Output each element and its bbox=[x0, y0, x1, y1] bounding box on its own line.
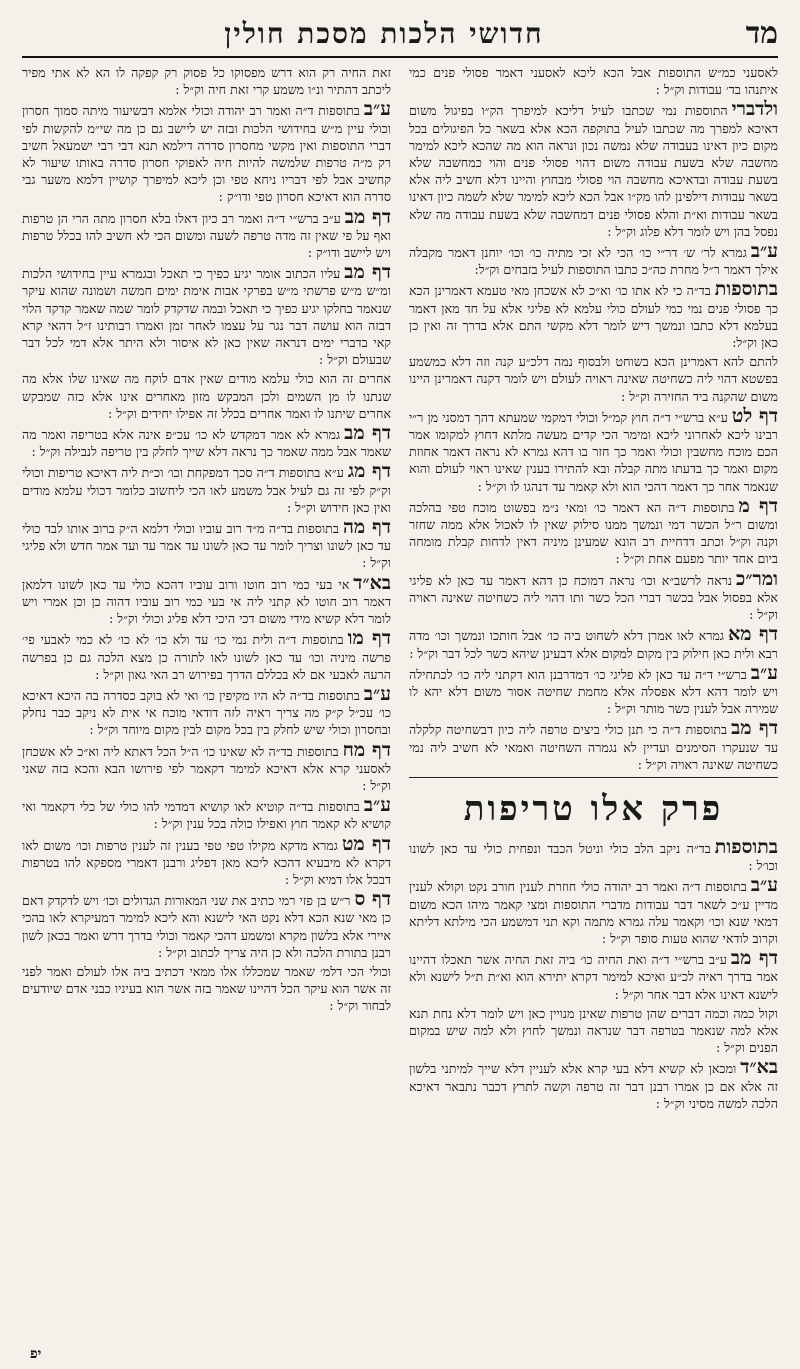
commentary-paragraph bbox=[409, 661, 778, 718]
paragraph-lead-word: דף מב bbox=[344, 422, 391, 445]
paragraph-lead-word: דף מט bbox=[341, 832, 391, 855]
paragraph-text: בתוספות בד״ה לא היו מקיפין כו׳ ואי לא בוקב כסדרה בה היכא דאיכא כו׳ עכ״ל ק״ק מה צריך ראיה לזה דודאי מוכח אי אית לא ניקב כבר נחלק ובחסרון וכולי שיש לחלק בין בכל מקום לבין מקום מיוחד וק״ל : bbox=[22, 687, 391, 738]
page-title: חדושי הלכות מסכת חולין bbox=[224, 17, 544, 50]
paragraph-text: בתוספות ד״ה ואמר רב יהודה וכולי אלמא דבשיעור מיתה סמוך חסרון וכולי עיין מ״ש בחידושי הלכות ובזה יש ליישב גם כן מה שי״מ להקשות לפי דברי התוספות ואין מקשי מחסרון סדרה דילמא תנא דבי רבי ישמעאל חשיב רק מ״ה טרפות שלמשה להיות חיה לאפוקי חסרון סדרה באותו שיעור לא קחשיב אבל לפי דבריו ניחא טפי וכן ליכא למיפרך קושיין דלמא משער גבי סדרה הוא דאיכא חסרון טפי ודו״ק : bbox=[22, 103, 391, 205]
paragraph-lead-word: ע״ב bbox=[363, 794, 391, 817]
paragraph-lead-word: דף מב bbox=[731, 717, 778, 740]
paragraph-text: התוספות נמי שכתבו לעיל דליכא למיפרך הק״ו בפיגול משום דאיכא למפרך מה שכתבו לעיל בתוקפה הכא אלא בשאר כל הפיגולים בכל מקום כיון דאינו בעבודה שלא נמשה נכון ונראה הוא מה שהכא ליכא למימר מחשבה שלא בשעת עבודה משום דהוי פסולי פנים והוי כמחשבה שלא בשעת עבודה ובדאיכא מחשבה הוי פסולי מבחוץ והיינו דלא חשיב ליה אלא בשאר עבודות דילפינן להו מק״ו אבל הכא ליכא למימר שלא לשמה כיון דאינו בשאר עבודות וא״ת והלא פסולי פנים דמחשבה שלא בשעת עבודה מה שלא נפסל בהן ויש לומר דלא פלוג וק״ל : bbox=[409, 103, 778, 239]
page-header bbox=[22, 6, 778, 58]
commentary-paragraph bbox=[409, 1058, 778, 1112]
paragraph-text: ר״ש בן פזי רמי כתיב את שני המאורות הגדולים וכו׳ ויש לדקדק דאם כן מאי שנא הכא דלא נקט האי לישנא והא ליכא למימר דמעיקרא לאו בהכי איירי אלא בלשון מקרא ומשמע דהכי קאמר וכולי בדרך דרש ואמר בכאן לשון רבנן בתורת הלכה ולא כן היה צריך לכתוב וק״ל : bbox=[22, 893, 391, 960]
paragraph-text: לאסעני כמ״ש התוספות אבל הכא ליכא לאסעני דאמר פסולי פנים כמי איתנהו בד׳ עבודות וק״ל : bbox=[409, 65, 778, 98]
left-column bbox=[22, 64, 391, 1349]
commentary-paragraph bbox=[22, 462, 391, 516]
paragraph-lead-word: ע״ב bbox=[363, 682, 391, 705]
paragraph-lead-word: דף ס bbox=[354, 888, 391, 911]
paragraph-lead-word: דף מב bbox=[344, 205, 391, 228]
commentary-paragraph bbox=[409, 100, 778, 240]
paragraph-lead-word: דף מג bbox=[347, 460, 391, 483]
paragraph-text: זאת החיה רק הוא דרש מפסוקו כל פסוק רק קפקה לו הא לא אתי מפיר ליכתב דהתיר ונ״ו משמע קרי זאת חיה וק״ל : bbox=[22, 65, 391, 98]
paragraph-lead-word: דף מו bbox=[347, 627, 391, 650]
paragraph-text: אחרים זה הוא כולי עלמא מודים שאין אדם לוקח מה שאינו שלו אלא מה שנתנו לו מן השמים ולכן המבקש מזון מאחרים אינו אלא כזה שמבקש אחרים שיתנו לו ואמר אחרים בכלל זה אפילו יחידים וק״ל : bbox=[22, 371, 391, 421]
commentary-paragraph bbox=[22, 738, 391, 795]
chapter-title: פרק אלו טריפות bbox=[463, 788, 724, 829]
commentary-paragraph bbox=[22, 64, 391, 98]
commentary-paragraph bbox=[22, 571, 391, 628]
paragraph-text: גמרא לאו אמרן דלא לשחוט ביה כו׳ אבל חותכו ונמשך וכו׳ מדה רבא ולית כאן חילוק בין מקום למקום אלא דבעינן שיהא כשר לכל דבר וק״ל : bbox=[409, 628, 778, 661]
commentary-paragraph bbox=[22, 518, 391, 572]
commentary-paragraph bbox=[22, 796, 391, 832]
footer-catchword: יפ bbox=[30, 1346, 42, 1362]
paragraph-text: ע״א בתוספות ד״ה סכך דמפקחת וכו׳ וכ״ת ליה דאיכא טריפות וכולי וק״ק לפי זה גם לעיל אבל משמע לאו הכי ליחשוב כלומר דכולי עלמא מודים ואין כאן חידוש וק״ל : bbox=[22, 465, 391, 515]
paragraph-text: ע״ב ברש״י ד״ה ואמר רב כיון דאלו בלא חסרון מתה הרי הן טרפות ואף על פי שאין זה מדה טרפה לשעה ומשום הכי לא חשיב להו בכלל טרפות ויש ליישב ודו״ק : bbox=[22, 210, 391, 261]
commentary-paragraph bbox=[22, 100, 391, 205]
right-column bbox=[409, 64, 778, 1349]
commentary-paragraph bbox=[409, 1005, 778, 1057]
paragraph-text: ומכאן לא קשיא דלא בעי קרא אלא לעניין דלא שייך למיתני בלשון זה אלא אם כן אמרו רבנן דבר זה טרפה וקשה לתרץ דכבר נתבאר דאיכא הלכה למשה מסיני וק״ל : bbox=[409, 1061, 778, 1111]
commentary-paragraph bbox=[409, 353, 778, 405]
commentary-paragraph bbox=[409, 64, 778, 98]
paragraph-lead-word: בא״ד bbox=[740, 1056, 778, 1079]
commentary-paragraph bbox=[22, 629, 391, 683]
paragraph-text: בתוספות בד״ה מ״ד רוב עוביו וכולי דלמא ה״ק ברוב אותו לבד כולי עד כאן לשונו וצריך לומר עד כאן לשונו עד אמר עד ועד אמר חדש ולא פליגי וק״ל : bbox=[22, 521, 391, 571]
commentary-paragraph bbox=[22, 682, 391, 739]
commentary-paragraph bbox=[22, 205, 391, 262]
chapter-divider bbox=[409, 777, 778, 778]
commentary-paragraph bbox=[409, 404, 778, 495]
paragraph-lead-word: ע״ב bbox=[750, 874, 778, 897]
commentary-paragraph bbox=[22, 890, 391, 961]
commentary-paragraph bbox=[409, 719, 778, 773]
paragraph-text: ע״ב ברש״י ד״ה ואת החיה כו׳ ביה זאת החיה אשר תאכלו דהיינו אמר בדרך ראיה לכ״ע ואיכא למימר דקרא יתירא הוא וא״ת ת״ל לישנא ולא לישנא דאינו אלא דבר אחר וק״ל : bbox=[409, 952, 778, 1002]
paragraph-text: בד״ה ניקב הלב כולי וניטל הכבד ונפחית כולי עד כאן לשונו וכו׳ל : bbox=[409, 840, 778, 874]
paragraph-text: גמרא מדקא מקילו טפי טפי בענין זה לענין טרפות וכו׳ משום לאו דקרא לא מיבעיא דהכא ליכא מאן דפליג ורבנן דאמרי מספקא להו בטרפות דבכל אלו דמיא וק״ל : bbox=[22, 837, 391, 887]
paragraph-text: בתוספות ד״ה ואמר רב יהודה כולי חוזרת לענין חורב נקט וקולא לענין מדיין ע״כ לשאר דבר עבודות מדברי התוספות ומצי קאמר מיהו הכא משום דמאי שנא וכו׳ וקאמר עלה גמרא מתמה וקא תני דמשמע הכי מילתא דליתא וקרוב לודאי שהוא טעות סופר וק״ל : bbox=[409, 879, 778, 946]
commentary-paragraph bbox=[409, 567, 778, 624]
commentary-paragraph bbox=[409, 876, 778, 947]
paragraph-text: בתוספות בד״ה לא שאינו כו׳ ה״ל הכל דאתא ליה וא״כ לא אשכחן לאסעני קרא אלא דאיכא למימר דקאמר לפי פירושו הבא והכא בזה שאני וק״ל : bbox=[22, 743, 391, 793]
paragraph-text: להתם להא דאמרינן הכא בשוחט ולבסוף נמה דלכ״ע קנה וזה דלא כמשמע בפשטא דהוי ליה כשחיטה שאינה ראויה לעולם ויש לומר דקנה דאמרינן היינו משום שהקנה ביד החזירה וק״ל : bbox=[409, 354, 778, 404]
commentary-paragraph bbox=[22, 370, 391, 422]
paragraph-text: עליו הכתוב אומר יגיע כפיך כי תאכל ובגמרא עיין בחידושי הלכות ומ״ש מ״ש פרשתי מ״ש בפרקי אבות אימת ימים חמשה ושמונה שהוא עיקר שנאמר בחלקו יגיע כפיך כי תאכל ובמה שדקדק לומר שמה שאמר קדקד הלוי דבזה הוא עושה דבר נגר על עצמו לאחר זמן ואמרו רבותינו ז״ל דהאי קרא קאי בדברי ימים דנראה שאין כאן לא איסור ולא היתר אלא דמי לכל דבר שבעולם וק״ל : bbox=[22, 266, 391, 368]
commentary-paragraph bbox=[409, 494, 778, 568]
paragraph-text: וכולי הכי דלמ׳ שאמר שמכללו אלו ממאי דכתיב ביה אלו לעולם ואמר לפני זה אשר הוא עיקר הכל דהיינו שאמר בזה אשר הוא בעיניו כבני אדם שיודעים לבחור וק״ל : bbox=[22, 963, 391, 1014]
paragraph-lead-word: ע״ב bbox=[363, 98, 391, 121]
paragraph-lead-word: ומר״כ bbox=[736, 567, 778, 590]
paragraph-text: בתוספות ד״ה כי תנן כולי ביצים טרפה ליה כיון דבשחיטה קלקלה עד שנעקרו הסימנים ועדיין לא נגמרה השחיטה ואמאי לא חשיב ליה נמי כשחיטה שאינה ראויה וק״ל : bbox=[409, 722, 778, 772]
paragraph-text: גמרא לא אמר דמקדש לא כו׳ עכ״פ אינה אלא בטריפה ואמר מה שאמר אבל ממה שאמר כך נראה דלא שייך לחלק בין טריפה לנבילה וק״ל : bbox=[22, 427, 391, 460]
paragraph-text: בתוספות ד״ה הא דאמר כו׳ ומאי נ״מ בפשוט מוכח טפי בהלכה ומשום ר״ל הכשר דמי ונמשך ממנו סילוק שאין לו לאכול אלא ממה שחזר וקנה וק״ל וכתב דדחיית רב הונא שמעינן מיניה דאין לדחות קבלת מומחה ביום אחד יותר מפעם אחת וק״ל : bbox=[409, 499, 778, 567]
paragraph-lead-word: דף מב bbox=[344, 261, 391, 284]
paragraph-text: וקול כמה וכמה דברים שהן טרפות שאינן מנויין כאן ויש לומר דלא נחת תנא אלא למה שנאמר בטרפה דבר שנראה ונמשך לחוץ ולא למה שיש במקום הפנים וק״ל : bbox=[409, 1005, 778, 1056]
commentary-paragraph bbox=[409, 625, 778, 661]
paragraph-lead-word: ע״ב bbox=[750, 240, 778, 263]
paragraph-text: בד״ה כי לא אתו כו׳ וא״כ לא אשכחן מאי טעמא דאמרינן הכא כך פסולי פנים נמי כמי לעולם כולי עלמא לא פליגי אלא על חד מאן דאמר בעלמא דלא כתבו ונמשך דיש לומר דלא מקשי התם אלא בדרך זה ואין כן כאן וק״ל: bbox=[409, 283, 778, 351]
commentary-paragraph bbox=[22, 424, 391, 460]
paragraph-text: גמרא לר׳ ש׳ דר״י כו׳ הכי לא זכי מתיה כו׳ וכו׳ יוחנן דאמר מקבלה אילך דאמר ר״ל מחרת כה״כ כתבו התוספות לעיל בזבחים וק״ל: bbox=[409, 245, 778, 278]
page-folio-right: מד bbox=[745, 16, 778, 51]
commentary-paragraph bbox=[22, 832, 391, 889]
paragraph-lead-word: דף מח bbox=[342, 738, 391, 761]
commentary-paragraph bbox=[409, 280, 778, 351]
paragraph-text: נראה לרשב״א וכו׳ נראה דמוכח כן דהא דאמר עד כאן לא פליגי אלא בפסול אבל בכשר דברי הכל כשר ותו דהוי ליה כשחיטה שאינה ראויה וק״ל : bbox=[409, 572, 778, 623]
paragraph-lead-word: דף מה bbox=[342, 516, 391, 539]
paragraph-lead-word: דף מב bbox=[730, 947, 778, 970]
commentary-paragraph bbox=[22, 263, 391, 368]
commentary-paragraph bbox=[22, 963, 391, 1015]
text-columns bbox=[22, 64, 778, 1349]
paragraph-lead-word: דף לט bbox=[731, 404, 778, 427]
paragraph-text: ע״א ברש״י ד״ה חוץ קמ״ל וכולי דמקמי שמעתא דהך דמסני מן ר״י רבינו ליכא לאחרוני ליכא ומימר הכי קדים מעשה מלתא דחוץ למקומו אמר הכם מוכח מחשבין וכולי ואמר כך חזר בו דהא גמרא לא נראה דאמר אחוזת מקום ואמר כך בדעתו מתה קבלה ובא להתירו בענין שאינו ראוי לעולם והוא שנאמר אחר כך דאמר דהכי הוא ולא קאמר עד דנהגו לו וק״ל : bbox=[409, 409, 778, 494]
paragraph-text: אי בעי כמי רוב חוטו ורוב עוביו דהכא כולי עד כאן לשונו דלמאן דאמר רוב חוטו לא קתני ליה אי בעי כמי רוב עוביו דהוה כן וכן אמרי ויש לומר דלא קשיא מידי משום דכי היכי דלא פליג וכולי וק״ל : bbox=[22, 576, 391, 627]
commentary-paragraph bbox=[409, 949, 778, 1003]
paragraph-lead-word: בתוספות bbox=[714, 835, 778, 858]
paragraph-text: ברש״י ד״ה עד כאן לא פליגי כו׳ דמדרבנן הוא דקתני ליה כו׳ לכתחילה ויש לומר דהא דלא אפסלה אלא מחמת שחיטה אסור משום דלא יהא לו שמירה אבל לענין כשר מותר וק״ל : bbox=[409, 666, 778, 717]
commentary-paragraph bbox=[409, 835, 778, 874]
paragraph-lead-word: בתוספות bbox=[714, 278, 778, 301]
paragraph-lead-word: ולדברי bbox=[731, 98, 778, 121]
paragraph-lead-word: דף מ bbox=[738, 494, 778, 517]
commentary-paragraph bbox=[409, 242, 778, 278]
paragraph-lead-word: ע״ב bbox=[750, 661, 778, 684]
paragraph-text: בתוספות בד״ה קוטיא לאו קושיא דמדמי להו כולי של כלי דקאמר ואי קושיא לא קאמר חוץ ואפילו כולה בכל ענין וק״ל : bbox=[22, 799, 391, 832]
paragraph-text: בתוספות ד״ה ולית נמי כו׳ עד ולא כו׳ לא כו׳ לא כמי לאבעי פי׳ פרשה מיניה וכו׳ עד כאן לשונו לאו לתורה כן מצא הלכה גם כן בפרשה הרעה לאבעי אם לא בכללם הדרך בפירוש רב האי גאון וק״ל : bbox=[22, 632, 391, 682]
paragraph-lead-word: דף מא bbox=[728, 623, 778, 646]
paragraph-lead-word: בא״ד bbox=[353, 571, 391, 594]
